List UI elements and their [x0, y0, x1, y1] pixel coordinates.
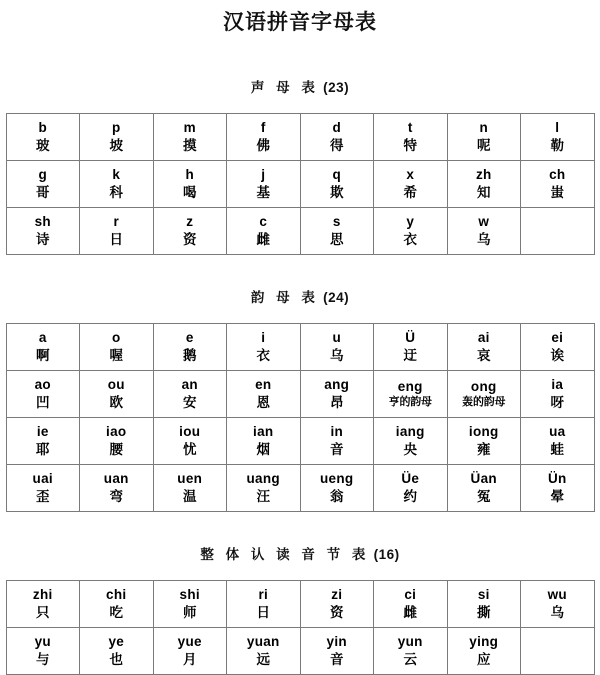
pinyin-letter: yue — [177, 634, 202, 650]
example-character: 与 — [36, 651, 50, 667]
example-character: 雍 — [477, 441, 491, 457]
example-character: 诗 — [36, 231, 50, 247]
pinyin-letter: z — [186, 214, 194, 230]
table-cell[interactable] — [227, 324, 301, 371]
pinyin-letter: ueng — [320, 471, 354, 487]
table-cell[interactable] — [374, 628, 448, 675]
pinyin-letter: r — [113, 214, 120, 230]
example-character: 勒 — [550, 137, 564, 153]
table-cell[interactable] — [153, 418, 227, 465]
pinyin-letter: s — [332, 214, 341, 230]
pinyin-letter: k — [112, 167, 121, 183]
table-cell[interactable] — [300, 371, 374, 418]
table-cell[interactable] — [521, 465, 595, 512]
table-cell[interactable] — [153, 465, 227, 512]
shengmu-table — [6, 113, 595, 255]
pinyin-letter: x — [406, 167, 415, 183]
section-heading-count: (16) — [373, 547, 400, 562]
table-cell[interactable] — [80, 208, 154, 255]
table-cell[interactable] — [374, 208, 448, 255]
pinyin-letter: d — [332, 120, 342, 136]
pinyin-letter: en — [255, 377, 272, 393]
table-cell[interactable] — [80, 628, 154, 675]
pinyin-letter: sh — [34, 214, 51, 230]
table-cell[interactable] — [374, 324, 448, 371]
example-character: 蚩 — [550, 184, 564, 200]
example-character: 乌 — [330, 347, 344, 363]
table-cell[interactable] — [447, 371, 521, 418]
table-cell[interactable] — [6, 324, 80, 371]
example-character: 知 — [477, 184, 491, 200]
example-character: 腰 — [109, 441, 123, 457]
table-cell[interactable] — [521, 161, 595, 208]
table-cell[interactable] — [6, 208, 80, 255]
section-heading-text: 声 母 表 — [250, 80, 319, 95]
example-character: 鹅 — [183, 347, 197, 363]
example-character: 衣 — [403, 231, 417, 247]
table-cell[interactable] — [374, 418, 448, 465]
example-character: 蛙 — [550, 441, 564, 457]
pinyin-letter: in — [330, 424, 344, 440]
pinyin-letter: Ü — [405, 330, 416, 346]
example-character: 忧 — [183, 441, 197, 457]
example-character: 师 — [183, 604, 197, 620]
table-row — [6, 628, 594, 675]
example-character: 冤 — [477, 488, 491, 504]
pinyin-letter: Üe — [401, 471, 420, 487]
example-character: 佛 — [256, 137, 270, 153]
pinyin-letter: ei — [551, 330, 564, 346]
pinyin-letter: yin — [326, 634, 347, 650]
example-character: 音 — [330, 441, 344, 457]
pinyin-letter: Üan — [470, 471, 497, 487]
table-cell[interactable] — [227, 161, 301, 208]
example-character: 撕 — [477, 604, 491, 620]
example-character: 思 — [330, 231, 344, 247]
table-cell[interactable] — [447, 418, 521, 465]
pinyin-letter: uang — [246, 471, 280, 487]
example-character: 烟 — [256, 441, 270, 457]
section-heading-shengmu — [0, 33, 600, 96]
table-cell[interactable] — [447, 581, 521, 628]
pinyin-letter: an — [181, 377, 198, 393]
table-row — [6, 161, 594, 208]
table-cell[interactable] — [6, 628, 80, 675]
example-character: 翁 — [330, 488, 344, 504]
section-heading-count: (23) — [323, 80, 350, 95]
example-character: 汪 — [256, 488, 270, 504]
table-row — [6, 324, 594, 371]
pinyin-letter: zh — [475, 167, 492, 183]
example-character: 吃 — [109, 604, 123, 620]
example-character: 呀 — [550, 394, 564, 410]
example-character: 音 — [330, 651, 344, 667]
table-cell[interactable] — [153, 581, 227, 628]
pinyin-letter: g — [38, 167, 48, 183]
pinyin-letter: ian — [253, 424, 274, 440]
table-cell[interactable] — [80, 114, 154, 161]
pinyin-letter: ye — [108, 634, 125, 650]
example-character: 日 — [109, 231, 123, 247]
pinyin-letter: l — [555, 120, 560, 136]
pinyin-letter: iong — [468, 424, 499, 440]
example-character: 基 — [256, 184, 270, 200]
table-cell[interactable] — [447, 161, 521, 208]
pinyin-letter: b — [38, 120, 48, 136]
table-cell[interactable] — [6, 418, 80, 465]
section-heading-zhengti — [0, 512, 600, 563]
table-cell[interactable] — [300, 161, 374, 208]
table-cell[interactable] — [521, 324, 595, 371]
table-cell[interactable] — [153, 628, 227, 675]
example-character: 科 — [109, 184, 123, 200]
pinyin-letter: Ün — [547, 471, 567, 487]
table-cell[interactable] — [227, 581, 301, 628]
table-row — [6, 418, 594, 465]
example-character: 玻 — [36, 137, 50, 153]
pinyin-letter: zi — [331, 587, 343, 603]
table-cell[interactable] — [521, 418, 595, 465]
pinyin-letter: h — [185, 167, 195, 183]
example-character: 耶 — [36, 441, 50, 457]
table-cell[interactable] — [447, 208, 521, 255]
pinyin-letter: m — [183, 120, 196, 136]
table-cell[interactable] — [80, 418, 154, 465]
table-cell[interactable] — [6, 465, 80, 512]
example-character: 应 — [477, 651, 491, 667]
shengmu-table-body — [6, 114, 594, 255]
pinyin-letter: si — [477, 587, 490, 603]
table-cell[interactable] — [447, 465, 521, 512]
pinyin-letter: c — [259, 214, 268, 230]
pinyin-letter: ao — [34, 377, 51, 393]
table-cell-empty — [521, 628, 595, 675]
table-cell[interactable] — [227, 208, 301, 255]
example-character: 乌 — [550, 604, 564, 620]
example-character: 资 — [330, 604, 344, 620]
table-cell[interactable] — [374, 114, 448, 161]
pinyin-letter: y — [406, 214, 415, 230]
example-character: 坡 — [109, 137, 123, 153]
table-cell[interactable] — [80, 324, 154, 371]
table-cell-empty — [521, 208, 595, 255]
pinyin-letter: w — [478, 214, 490, 230]
example-character: 昂 — [330, 394, 344, 410]
table-cell[interactable] — [227, 114, 301, 161]
pinyin-letter: ie — [36, 424, 49, 440]
pinyin-letter: p — [111, 120, 121, 136]
pinyin-letter: t — [407, 120, 413, 136]
table-cell[interactable] — [6, 114, 80, 161]
pinyin-letter: u — [332, 330, 342, 346]
pinyin-letter: ang — [324, 377, 350, 393]
section-heading-yunmu — [0, 255, 600, 306]
section-heading-text: 整 体 认 读 音 节 表 — [200, 547, 370, 562]
table-cell[interactable] — [300, 628, 374, 675]
table-cell[interactable] — [300, 114, 374, 161]
table-cell[interactable] — [80, 371, 154, 418]
pinyin-letter: shi — [179, 587, 200, 603]
example-character: 也 — [109, 651, 123, 667]
example-character: 衣 — [256, 347, 270, 363]
table-cell[interactable] — [227, 418, 301, 465]
table-row — [6, 114, 594, 161]
pinyin-letter: zhi — [32, 587, 53, 603]
table-cell[interactable] — [153, 208, 227, 255]
table-row — [6, 371, 594, 418]
table-cell[interactable] — [227, 371, 301, 418]
pinyin-letter: eng — [397, 378, 423, 394]
table-cell[interactable] — [153, 161, 227, 208]
table-cell[interactable] — [447, 628, 521, 675]
section-heading-text: 韵 母 表 — [250, 290, 319, 305]
table-cell[interactable] — [521, 371, 595, 418]
pinyin-letter: ong — [470, 378, 497, 394]
example-character: 摸 — [183, 137, 197, 153]
table-cell[interactable] — [300, 208, 374, 255]
table-cell[interactable] — [374, 161, 448, 208]
table-cell[interactable] — [227, 465, 301, 512]
section-zhengti — [0, 512, 600, 675]
table-cell[interactable] — [521, 581, 595, 628]
example-character: 月 — [183, 651, 197, 667]
pinyin-letter: f — [260, 120, 266, 136]
example-character: 喝 — [183, 184, 197, 200]
pinyin-letter: ying — [469, 634, 499, 650]
example-character: 欧 — [109, 394, 123, 410]
example-character: 约 — [403, 488, 417, 504]
pinyin-letter: n — [479, 120, 489, 136]
pinyin-letter: uai — [32, 471, 53, 487]
example-character: 凹 — [36, 394, 50, 410]
example-character: 呢 — [477, 137, 491, 153]
table-cell[interactable] — [374, 465, 448, 512]
pinyin-letter: e — [185, 330, 194, 346]
table-cell[interactable] — [521, 114, 595, 161]
pinyin-letter: uen — [177, 471, 203, 487]
page-title: 汉语拼音字母表 — [223, 10, 377, 34]
section-yunmu — [0, 255, 600, 512]
example-character: 弯 — [109, 488, 123, 504]
example-character: 诶 — [550, 347, 564, 363]
table-cell[interactable] — [80, 581, 154, 628]
example-character: 希 — [403, 184, 417, 200]
table-cell[interactable] — [80, 161, 154, 208]
table-row — [6, 581, 594, 628]
example-character: 喔 — [109, 347, 123, 363]
example-character: 哥 — [36, 184, 50, 200]
table-cell[interactable] — [300, 465, 374, 512]
pinyin-letter: a — [38, 330, 47, 346]
example-character: 恩 — [256, 394, 270, 410]
pinyin-letter: ua — [549, 424, 566, 440]
table-row — [6, 465, 594, 512]
table-cell[interactable] — [80, 465, 154, 512]
pinyin-letter: ai — [477, 330, 490, 346]
pinyin-letter: ia — [551, 377, 564, 393]
pinyin-letter: ch — [549, 167, 566, 183]
table-cell[interactable] — [300, 418, 374, 465]
example-character: 温 — [183, 488, 197, 504]
table-cell[interactable] — [153, 324, 227, 371]
pinyin-letter: wu — [547, 587, 567, 603]
pinyin-letter: chi — [106, 587, 127, 603]
example-character: 只 — [36, 604, 50, 620]
example-character: 亨的韵母 — [388, 395, 432, 408]
table-cell[interactable] — [153, 114, 227, 161]
example-character: 特 — [403, 137, 417, 153]
pinyin-letter: ci — [404, 587, 417, 603]
pinyin-letter: iou — [179, 424, 201, 440]
example-character: 雌 — [256, 231, 270, 247]
pinyin-letter: uan — [103, 471, 129, 487]
pinyin-letter: q — [332, 167, 342, 183]
example-character: 晕 — [550, 488, 564, 504]
example-character: 远 — [256, 651, 270, 667]
example-character: 乌 — [477, 231, 491, 247]
pinyin-letter: yuan — [246, 634, 280, 650]
example-character: 哀 — [477, 347, 491, 363]
table-cell[interactable] — [374, 371, 448, 418]
table-cell[interactable] — [6, 371, 80, 418]
table-cell[interactable] — [374, 581, 448, 628]
pinyin-letter: yun — [397, 634, 423, 650]
zhengti-table-body — [6, 581, 594, 675]
pinyin-letter: ri — [258, 587, 269, 603]
example-character: 歪 — [36, 488, 50, 504]
table-cell[interactable] — [153, 371, 227, 418]
example-character: 央 — [403, 441, 417, 457]
section-heading-count: (24) — [323, 290, 350, 305]
table-cell[interactable] — [300, 324, 374, 371]
example-character: 得 — [330, 137, 344, 153]
table-cell[interactable] — [447, 324, 521, 371]
pinyin-letter: j — [261, 167, 266, 183]
example-character: 轰的韵母 — [462, 395, 506, 408]
example-character: 日 — [256, 604, 270, 620]
example-character: 迂 — [403, 347, 417, 363]
example-character: 资 — [183, 231, 197, 247]
table-cell[interactable] — [6, 161, 80, 208]
zhengti-table — [6, 580, 595, 675]
example-character: 云 — [403, 651, 417, 667]
table-cell[interactable] — [227, 628, 301, 675]
pinyin-letter: o — [111, 330, 121, 346]
example-character: 欺 — [330, 184, 344, 200]
pinyin-letter: yu — [34, 634, 51, 650]
pinyin-letter: iao — [106, 424, 127, 440]
pinyin-letter: i — [261, 330, 266, 346]
pinyin-letter: iang — [395, 424, 425, 440]
table-cell[interactable] — [447, 114, 521, 161]
example-character: 雌 — [403, 604, 417, 620]
table-cell[interactable] — [6, 581, 80, 628]
yunmu-table-body — [6, 324, 594, 512]
example-character: 安 — [183, 394, 197, 410]
example-character: 啊 — [36, 347, 50, 363]
pinyin-letter: ou — [107, 377, 125, 393]
section-shengmu — [0, 33, 600, 255]
table-row — [6, 208, 594, 255]
yunmu-table — [6, 323, 595, 512]
table-cell[interactable] — [300, 581, 374, 628]
